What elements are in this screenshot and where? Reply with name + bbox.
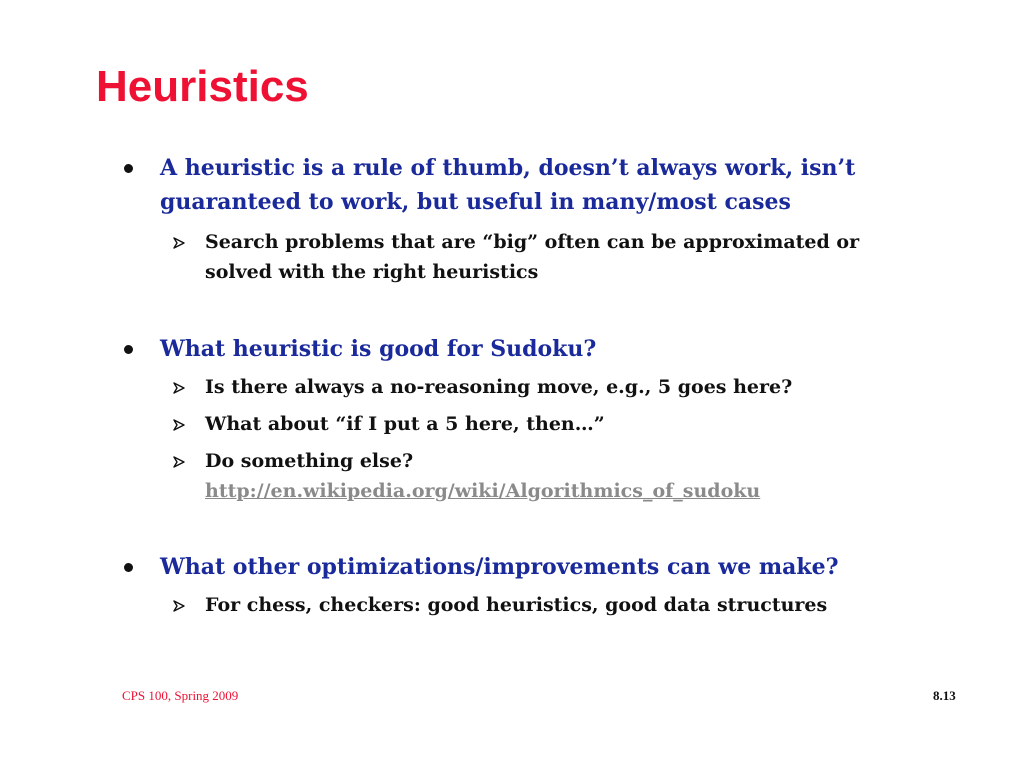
bullet-3-text: What other optimizations/improvements can we make? [160, 554, 839, 580]
arrowhead-icon [172, 418, 186, 432]
bullet-2-sub-2-text: What about “if I put a 5 here, then…” [205, 413, 605, 435]
bullet-dot-icon [124, 164, 133, 173]
bullet-1-text: A heuristic is a rule of thumb, doesn’t always work, isn’t guaranteed to work, but useful in many/most cases [160, 155, 856, 215]
bullet-3-sub-1-text: For chess, checkers: good heuristics, good data structures [205, 594, 828, 616]
arrowhead-icon [172, 236, 186, 250]
bullet-2-sub-1-text: Is there always a no-reasoning move, e.g., 5 goes here? [205, 376, 793, 398]
arrowhead-icon [172, 381, 186, 395]
bullet-2-text: What heuristic is good for Sudoku? [160, 336, 597, 362]
bullet-2-sub-3-text: Do something else? [205, 450, 414, 472]
footer-slide-number: 8.13 [933, 688, 956, 703]
bullet-dot-icon [124, 345, 133, 354]
slide-title: Heuristics [96, 62, 309, 111]
arrowhead-icon [172, 455, 186, 469]
bullet-1-sub-1-text: Search problems that are “big” often can be approximated or solved with the right heuristics [205, 231, 860, 283]
footer-course-label: CPS 100, Spring 2009 [122, 688, 239, 703]
bullet-2-sub-3 [205, 446, 925, 506]
bullet-dot-icon [124, 563, 133, 572]
arrowhead-icon [172, 599, 186, 613]
wikipedia-sudoku-link[interactable]: http://en.wikipedia.org/wiki/Algorithmics_of_sudoku [205, 480, 761, 502]
